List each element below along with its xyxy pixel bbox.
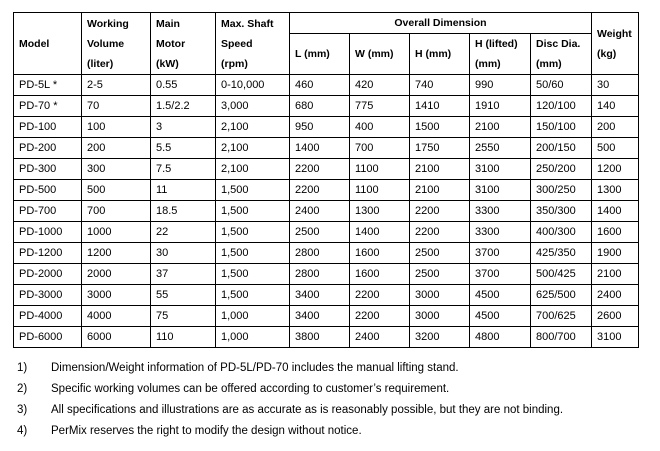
- cell-main-motor: 18.5: [151, 201, 216, 222]
- cell-width: 700: [350, 138, 410, 159]
- cell-weight: 1200: [592, 159, 639, 180]
- cell-main-motor: 37: [151, 264, 216, 285]
- cell-max-shaft-speed: 1,500: [216, 180, 290, 201]
- cell-working-volume: 500: [82, 180, 151, 201]
- cell-disc-diameter: 700/625: [531, 306, 592, 327]
- cell-disc-diameter: 625/500: [531, 285, 592, 306]
- cell-weight: 1300: [592, 180, 639, 201]
- footnote-text: Specific working volumes can be offered according to customer’s requirement.: [51, 383, 450, 395]
- cell-height-lifted: 3100: [470, 159, 531, 180]
- footnote-text: Dimension/Weight information of PD-5L/PD-70 includes the manual lifting stand.: [51, 362, 459, 374]
- cell-max-shaft-speed: 2,100: [216, 117, 290, 138]
- cell-model: PD-2000: [14, 264, 82, 285]
- cell-working-volume: 70: [82, 96, 151, 117]
- cell-height: 2200: [410, 201, 470, 222]
- cell-disc-diameter: 120/100: [531, 96, 592, 117]
- cell-height-lifted: 3300: [470, 201, 531, 222]
- cell-max-shaft-speed: 1,500: [216, 222, 290, 243]
- cell-disc-diameter: 425/350: [531, 243, 592, 264]
- cell-weight: 200: [592, 117, 639, 138]
- cell-length: 2200: [290, 180, 350, 201]
- cell-width: 775: [350, 96, 410, 117]
- cell-max-shaft-speed: 2,100: [216, 159, 290, 180]
- footnotes: [17, 358, 563, 442]
- cell-length: 2400: [290, 201, 350, 222]
- cell-length: 2200: [290, 159, 350, 180]
- table-row: [14, 159, 639, 180]
- cell-disc-diameter: 800/700: [531, 327, 592, 348]
- cell-height: 1410: [410, 96, 470, 117]
- cell-model: PD-500: [14, 180, 82, 201]
- cell-height: 3000: [410, 285, 470, 306]
- table-row: [14, 180, 639, 201]
- cell-working-volume: 1200: [82, 243, 151, 264]
- cell-main-motor: 1.5/2.2: [151, 96, 216, 117]
- header-model: Model: [14, 13, 82, 75]
- cell-height-lifted: 2100: [470, 117, 531, 138]
- cell-height: 2500: [410, 243, 470, 264]
- cell-height-lifted: 3300: [470, 222, 531, 243]
- cell-working-volume: 6000: [82, 327, 151, 348]
- cell-width: 2200: [350, 306, 410, 327]
- cell-model: PD-700: [14, 201, 82, 222]
- cell-height-lifted: 3100: [470, 180, 531, 201]
- table-row: [14, 264, 639, 285]
- cell-main-motor: 30: [151, 243, 216, 264]
- cell-model: PD-100: [14, 117, 82, 138]
- cell-model: PD-6000: [14, 327, 82, 348]
- footnote-item: [17, 358, 563, 379]
- cell-weight: 140: [592, 96, 639, 117]
- cell-working-volume: 700: [82, 201, 151, 222]
- cell-width: 1400: [350, 222, 410, 243]
- cell-width: 1100: [350, 159, 410, 180]
- header-width: W (mm): [350, 34, 410, 75]
- cell-width: 1600: [350, 243, 410, 264]
- cell-height: 2100: [410, 159, 470, 180]
- table-row: [14, 222, 639, 243]
- header-weight: Weight (kg): [592, 13, 639, 75]
- cell-length: 2800: [290, 264, 350, 285]
- cell-disc-diameter: 250/200: [531, 159, 592, 180]
- cell-height-lifted: 2550: [470, 138, 531, 159]
- cell-working-volume: 200: [82, 138, 151, 159]
- cell-weight: 1600: [592, 222, 639, 243]
- table-row: [14, 138, 639, 159]
- cell-max-shaft-speed: 3,000: [216, 96, 290, 117]
- table-row: [14, 285, 639, 306]
- header-main-motor: Main Motor (kW): [151, 13, 216, 75]
- cell-main-motor: 0.55: [151, 75, 216, 96]
- cell-width: 2200: [350, 285, 410, 306]
- cell-working-volume: 3000: [82, 285, 151, 306]
- table-row: [14, 201, 639, 222]
- cell-working-volume: 1000: [82, 222, 151, 243]
- cell-weight: 3100: [592, 327, 639, 348]
- cell-max-shaft-speed: 1,500: [216, 264, 290, 285]
- cell-working-volume: 2000: [82, 264, 151, 285]
- cell-disc-diameter: 150/100: [531, 117, 592, 138]
- cell-main-motor: 55: [151, 285, 216, 306]
- cell-max-shaft-speed: 0-10,000: [216, 75, 290, 96]
- cell-height-lifted: 3700: [470, 243, 531, 264]
- cell-height-lifted: 1910: [470, 96, 531, 117]
- cell-height-lifted: 3700: [470, 264, 531, 285]
- footnote-text: PerMix reserves the right to modify the design without notice.: [51, 425, 362, 437]
- header-max-shaft-speed: Max. Shaft Speed (rpm): [216, 13, 290, 75]
- cell-model: PD-1000: [14, 222, 82, 243]
- footnote-number: 3): [17, 404, 28, 416]
- footnote-number: 1): [17, 362, 28, 374]
- cell-disc-diameter: 300/250: [531, 180, 592, 201]
- cell-width: 1600: [350, 264, 410, 285]
- table-row: [14, 75, 639, 96]
- cell-height-lifted: 4500: [470, 306, 531, 327]
- cell-model: PD-5L *: [14, 75, 82, 96]
- header-disc-diameter: Disc Dia. (mm): [531, 34, 592, 75]
- footnote-item: [17, 421, 563, 442]
- spec-table-body: [14, 75, 639, 348]
- cell-weight: 2400: [592, 285, 639, 306]
- cell-length: 950: [290, 117, 350, 138]
- footnote-number: 2): [17, 383, 28, 395]
- cell-length: 460: [290, 75, 350, 96]
- cell-main-motor: 75: [151, 306, 216, 327]
- cell-length: 1400: [290, 138, 350, 159]
- table-row: [14, 117, 639, 138]
- spec-table: [13, 12, 639, 348]
- table-row: [14, 243, 639, 264]
- cell-length: 680: [290, 96, 350, 117]
- footnote-item: [17, 379, 563, 400]
- cell-length: 3400: [290, 306, 350, 327]
- footnote-item: [17, 400, 563, 421]
- cell-height: 3000: [410, 306, 470, 327]
- cell-max-shaft-speed: 1,500: [216, 201, 290, 222]
- cell-length: 2800: [290, 243, 350, 264]
- cell-main-motor: 110: [151, 327, 216, 348]
- footnote-number: 4): [17, 425, 28, 437]
- cell-height: 3200: [410, 327, 470, 348]
- cell-height: 2100: [410, 180, 470, 201]
- cell-width: 2400: [350, 327, 410, 348]
- cell-weight: 500: [592, 138, 639, 159]
- header-working-volume: Working Volume (liter): [82, 13, 151, 75]
- header-height: H (mm): [410, 34, 470, 75]
- cell-main-motor: 3: [151, 117, 216, 138]
- cell-width: 1100: [350, 180, 410, 201]
- cell-max-shaft-speed: 1,500: [216, 285, 290, 306]
- cell-model: PD-3000: [14, 285, 82, 306]
- cell-max-shaft-speed: 2,100: [216, 138, 290, 159]
- cell-weight: 30: [592, 75, 639, 96]
- cell-disc-diameter: 400/300: [531, 222, 592, 243]
- cell-max-shaft-speed: 1,500: [216, 243, 290, 264]
- cell-model: PD-200: [14, 138, 82, 159]
- cell-length: 2500: [290, 222, 350, 243]
- cell-weight: 1400: [592, 201, 639, 222]
- cell-height: 1750: [410, 138, 470, 159]
- cell-main-motor: 5.5: [151, 138, 216, 159]
- cell-max-shaft-speed: 1,000: [216, 327, 290, 348]
- cell-width: 420: [350, 75, 410, 96]
- cell-disc-diameter: 50/60: [531, 75, 592, 96]
- cell-main-motor: 22: [151, 222, 216, 243]
- table-row: [14, 96, 639, 117]
- cell-width: 1300: [350, 201, 410, 222]
- cell-height: 2200: [410, 222, 470, 243]
- cell-model: PD-1200: [14, 243, 82, 264]
- cell-disc-diameter: 500/425: [531, 264, 592, 285]
- cell-working-volume: 4000: [82, 306, 151, 327]
- cell-length: 3400: [290, 285, 350, 306]
- cell-height-lifted: 4500: [470, 285, 531, 306]
- cell-weight: 2100: [592, 264, 639, 285]
- cell-model: PD-300: [14, 159, 82, 180]
- cell-model: PD-70 *: [14, 96, 82, 117]
- header-overall-dimension: Overall Dimension: [290, 13, 592, 34]
- table-row: [14, 327, 639, 348]
- cell-disc-diameter: 200/150: [531, 138, 592, 159]
- cell-height: 1500: [410, 117, 470, 138]
- cell-height: 2500: [410, 264, 470, 285]
- cell-height-lifted: 990: [470, 75, 531, 96]
- cell-weight: 2600: [592, 306, 639, 327]
- cell-length: 3800: [290, 327, 350, 348]
- cell-working-volume: 300: [82, 159, 151, 180]
- cell-width: 400: [350, 117, 410, 138]
- cell-working-volume: 2-5: [82, 75, 151, 96]
- footnote-text: All specifications and illustrations are as accurate as is reasonably possible, but they are not binding.: [51, 404, 564, 416]
- cell-main-motor: 11: [151, 180, 216, 201]
- header-length: L (mm): [290, 34, 350, 75]
- table-row: [14, 306, 639, 327]
- header-height-lifted: H (lifted) (mm): [470, 34, 531, 75]
- cell-weight: 1900: [592, 243, 639, 264]
- cell-working-volume: 100: [82, 117, 151, 138]
- cell-main-motor: 7.5: [151, 159, 216, 180]
- cell-model: PD-4000: [14, 306, 82, 327]
- cell-max-shaft-speed: 1,000: [216, 306, 290, 327]
- cell-height: 740: [410, 75, 470, 96]
- cell-height-lifted: 4800: [470, 327, 531, 348]
- cell-disc-diameter: 350/300: [531, 201, 592, 222]
